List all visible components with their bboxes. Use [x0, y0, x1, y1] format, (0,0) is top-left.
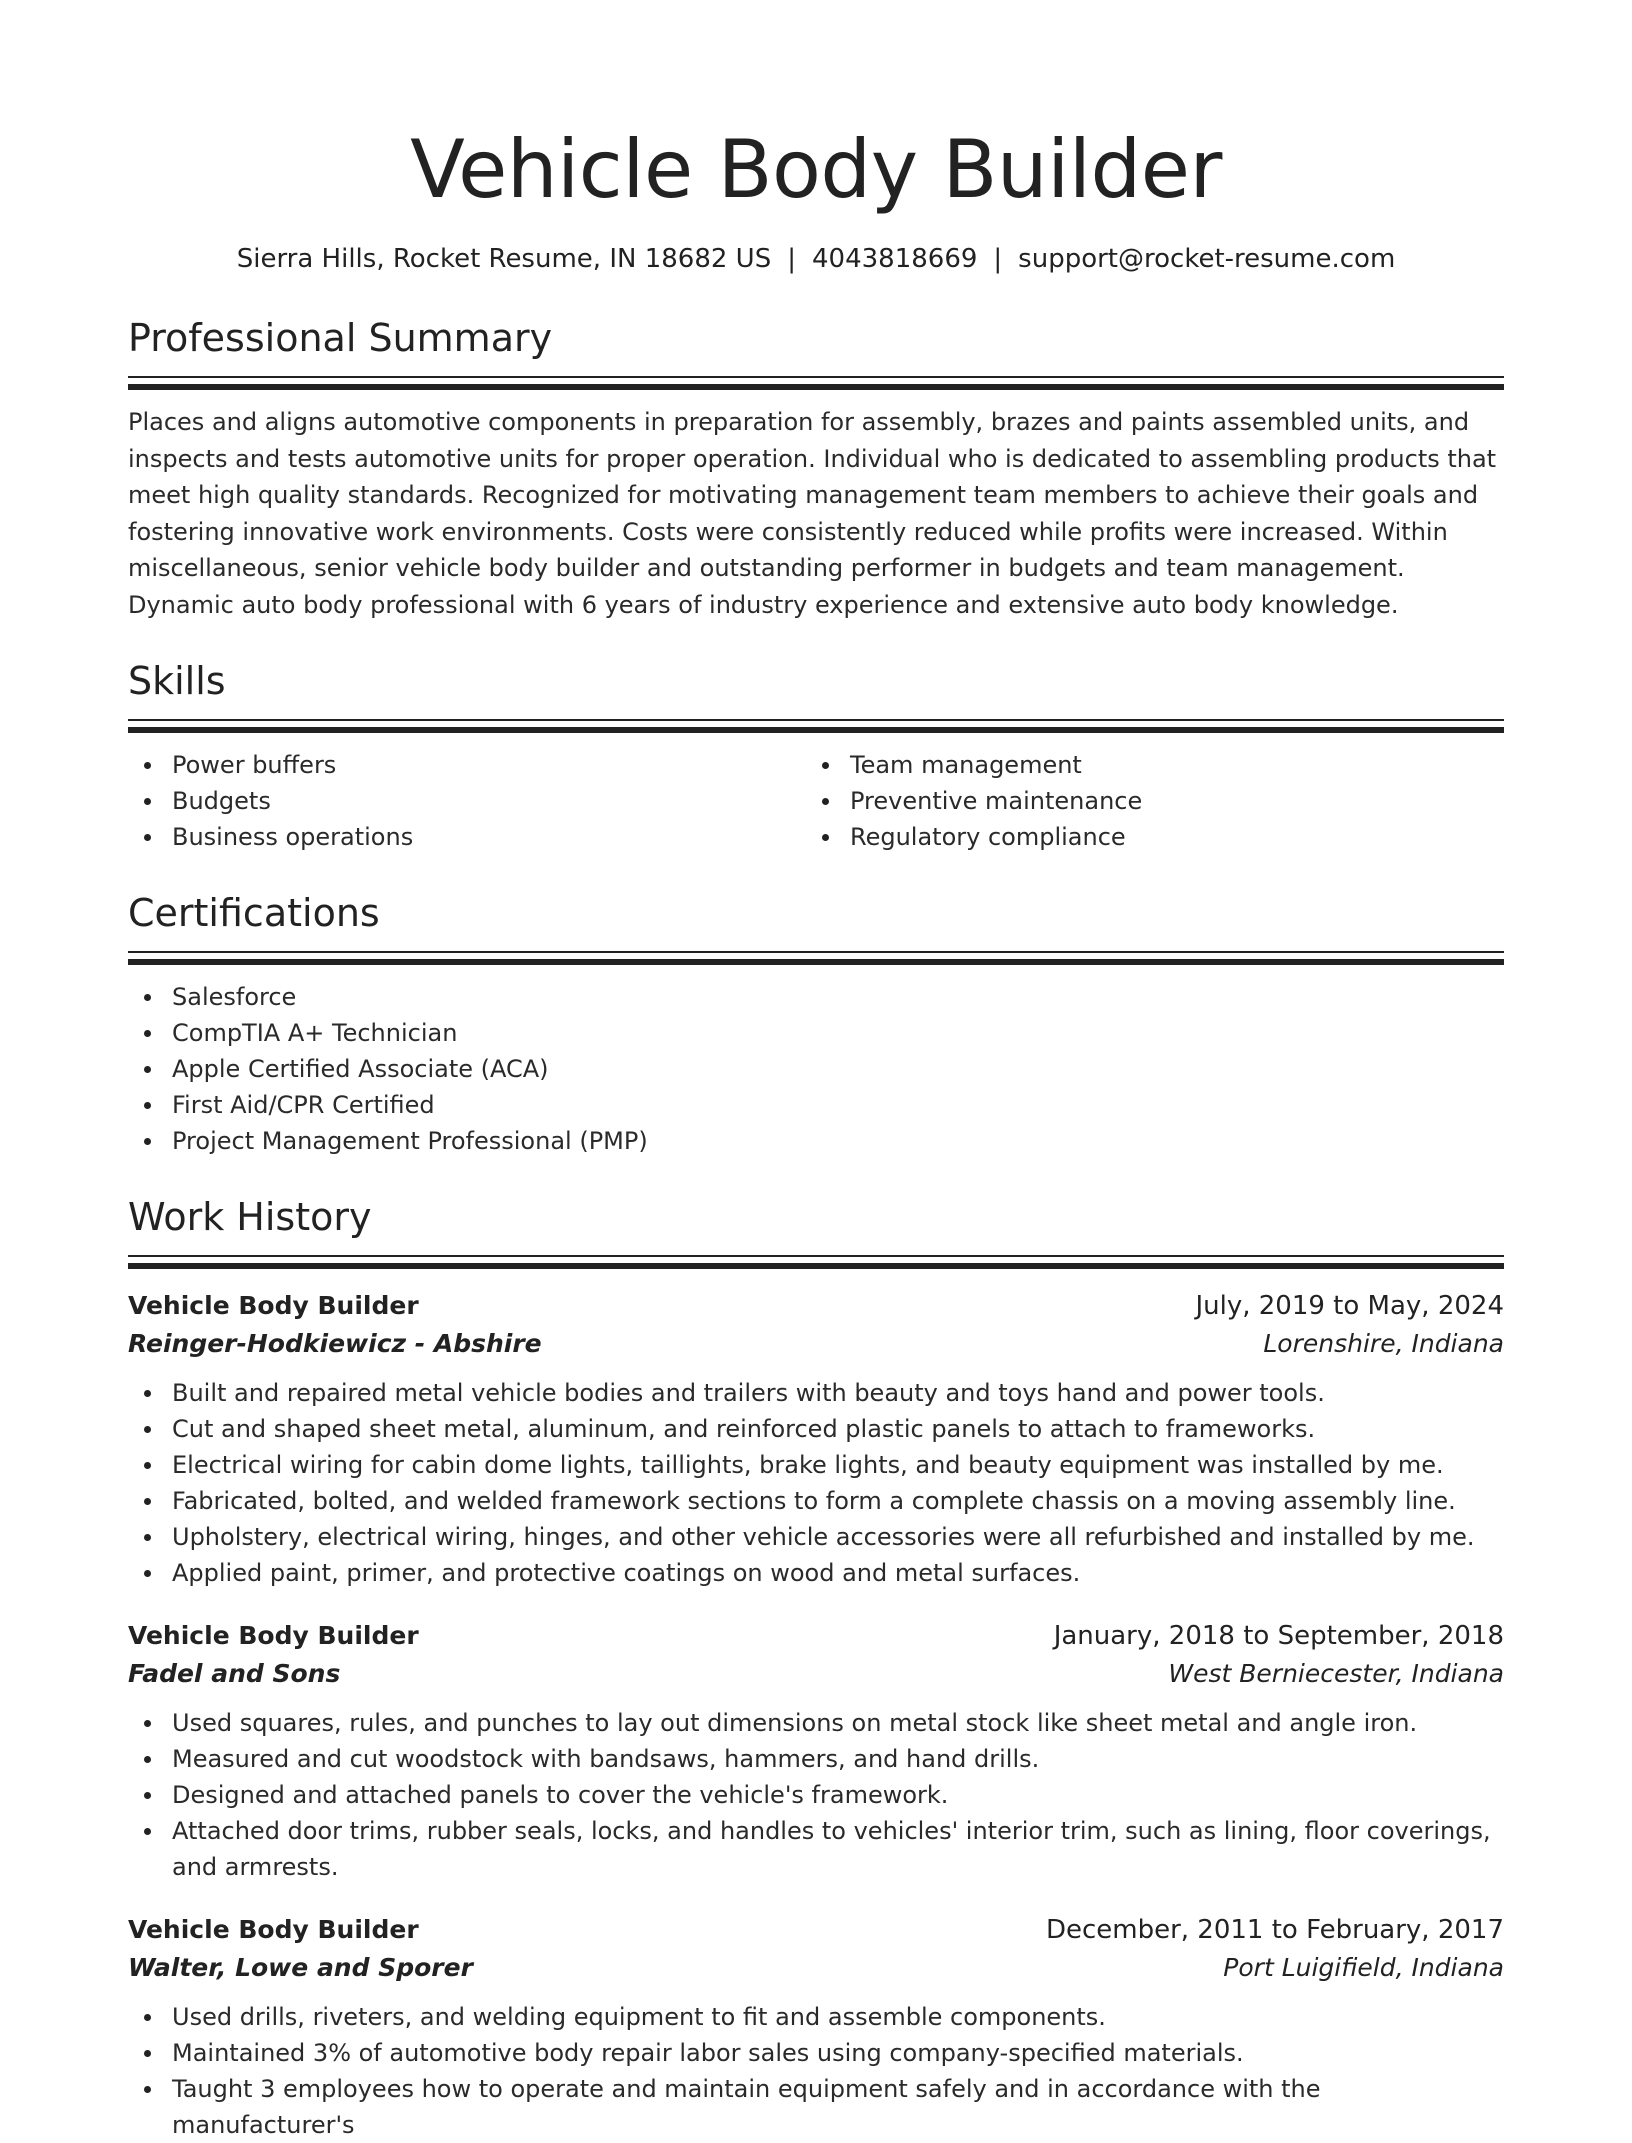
job-duty: Used drills, riveters, and welding equipment to fit and assemble components.	[128, 1999, 1504, 2035]
job-duty: Taught 3 employees how to operate and maintain equipment safely and in accordance with the manufacturer's	[128, 2071, 1504, 2143]
resume-title: Vehicle Body Builder	[410, 123, 1222, 216]
job-duty: Electrical wiring for cabin dome lights, taillights, brake lights, and beauty equipment was installed by me.	[128, 1447, 1504, 1483]
job-company: Walter, Lowe and Sporer	[128, 1953, 473, 1982]
certification-item: Salesforce	[128, 979, 1504, 1015]
job-subheader	[128, 1949, 1504, 1987]
certification-item: Project Management Professional (PMP)	[128, 1123, 1504, 1159]
certifications-list	[128, 979, 1504, 1159]
job-duty: Measured and cut woodstock with bandsaws, hammers, and hand drills.	[128, 1741, 1504, 1777]
skills-section	[128, 657, 1504, 855]
skills-grid	[128, 747, 1504, 855]
summary-section	[128, 314, 1504, 623]
job-title: Vehicle Body Builder	[128, 1915, 419, 1944]
job-duty: Cut and shaped sheet metal, aluminum, and reinforced plastic panels to attach to frameworks.	[128, 1411, 1504, 1447]
job-location: Port Luigifield, Indiana	[1223, 1953, 1504, 1982]
section-divider	[128, 959, 1504, 965]
job-header	[128, 1617, 1504, 1655]
job-subheader	[128, 1325, 1504, 1363]
job-duty: Built and repaired metal vehicle bodies and trailers with beauty and toys hand and power tools.	[128, 1375, 1504, 1411]
section-heading-certifications: Certifications	[128, 891, 380, 935]
job-entry	[128, 1617, 1504, 1885]
job-duty: Maintained 3% of automotive body repair labor sales using company-specified materials.	[128, 2035, 1504, 2071]
skill-item: Team management	[806, 747, 1484, 783]
certification-item: CompTIA A+ Technician	[128, 1015, 1504, 1051]
job-company: Fadel and Sons	[128, 1659, 341, 1688]
job-dates: December, 2011 to February, 2017	[1045, 1915, 1504, 1945]
job-title: Vehicle Body Builder	[128, 1621, 419, 1650]
contact-line	[128, 242, 1504, 276]
certification-item: First Aid/CPR Certified	[128, 1087, 1504, 1123]
contact-separator: |	[993, 244, 1003, 274]
work-history-section	[128, 1193, 1504, 2143]
skill-item: Preventive maintenance	[806, 783, 1484, 819]
job-duties-list	[128, 1375, 1504, 1591]
section-divider	[128, 1255, 1504, 1257]
job-duties-list	[128, 1705, 1504, 1885]
skills-list-right	[806, 747, 1484, 855]
job-duty: Attached door trims, rubber seals, locks, and handles to vehicles' interior trim, such as lining, floor coverings, and armrests.	[128, 1813, 1504, 1885]
section-divider	[128, 719, 1504, 721]
job-location: West Berniecester, Indiana	[1168, 1659, 1504, 1688]
job-subheader	[128, 1655, 1504, 1693]
contact-separator: |	[787, 244, 796, 274]
skill-item: Budgets	[128, 783, 806, 819]
section-heading-summary: Professional Summary	[128, 316, 553, 360]
job-duty: Upholstery, electrical wiring, hinges, and other vehicle accessories were all refurbished and installed by me.	[128, 1519, 1504, 1555]
certification-item: Apple Certified Associate (ACA)	[128, 1051, 1504, 1087]
contact-phone: 4043818669	[811, 244, 978, 274]
job-duty: Applied paint, primer, and protective coatings on wood and metal surfaces.	[128, 1555, 1504, 1591]
job-title: Vehicle Body Builder	[128, 1291, 419, 1320]
section-divider	[128, 1263, 1504, 1269]
job-duty: Fabricated, bolted, and welded framework sections to form a complete chassis on a moving assembly line.	[128, 1483, 1504, 1519]
skills-list-left	[128, 747, 806, 855]
section-divider	[128, 384, 1504, 390]
job-entry	[128, 1911, 1504, 2143]
job-entry	[128, 1287, 1504, 1591]
job-company: Reinger-Hodkiewicz - Abshire	[128, 1329, 542, 1358]
job-duty: Used squares, rules, and punches to lay out dimensions on metal stock like sheet metal and angle iron.	[128, 1705, 1504, 1741]
skill-item: Power buffers	[128, 747, 806, 783]
skill-item: Regulatory compliance	[806, 819, 1484, 855]
certifications-section	[128, 889, 1504, 1159]
section-heading-skills: Skills	[128, 659, 226, 703]
section-divider	[128, 727, 1504, 733]
contact-email: support@rocket-resume.com	[1018, 244, 1396, 274]
job-header	[128, 1911, 1504, 1949]
section-divider	[128, 376, 1504, 378]
contact-address: Sierra Hills, Rocket Resume, IN 18682 US	[236, 244, 772, 274]
job-dates: January, 2018 to September, 2018	[1053, 1621, 1504, 1651]
summary-text: Places and aligns automotive components in preparation for assembly, brazes and paints assembled units, and inspects and tests automotive units for proper operation. Individual who is dedicated to assembling products that meet high quality standards. Recognized for motivating management team members to achieve their goals and fostering innovative work environments. Costs were consistently reduced while profits were increased. Within miscellaneous, senior vehicle body builder and outstanding performer in budgets and team management. Dynamic auto body professional with 6 years of industry experience and extensive auto body knowledge.	[128, 408, 1497, 619]
section-divider	[128, 951, 1504, 953]
job-dates: July, 2019 to May, 2024	[1195, 1291, 1504, 1321]
job-duty: Designed and attached panels to cover the vehicle's framework.	[128, 1777, 1504, 1813]
skill-item: Business operations	[128, 819, 806, 855]
job-header	[128, 1287, 1504, 1325]
job-location: Lorenshire, Indiana	[1263, 1329, 1504, 1358]
section-heading-work-history: Work History	[128, 1195, 372, 1239]
resume-page	[128, 0, 1504, 2143]
job-duties-list	[128, 1999, 1504, 2143]
